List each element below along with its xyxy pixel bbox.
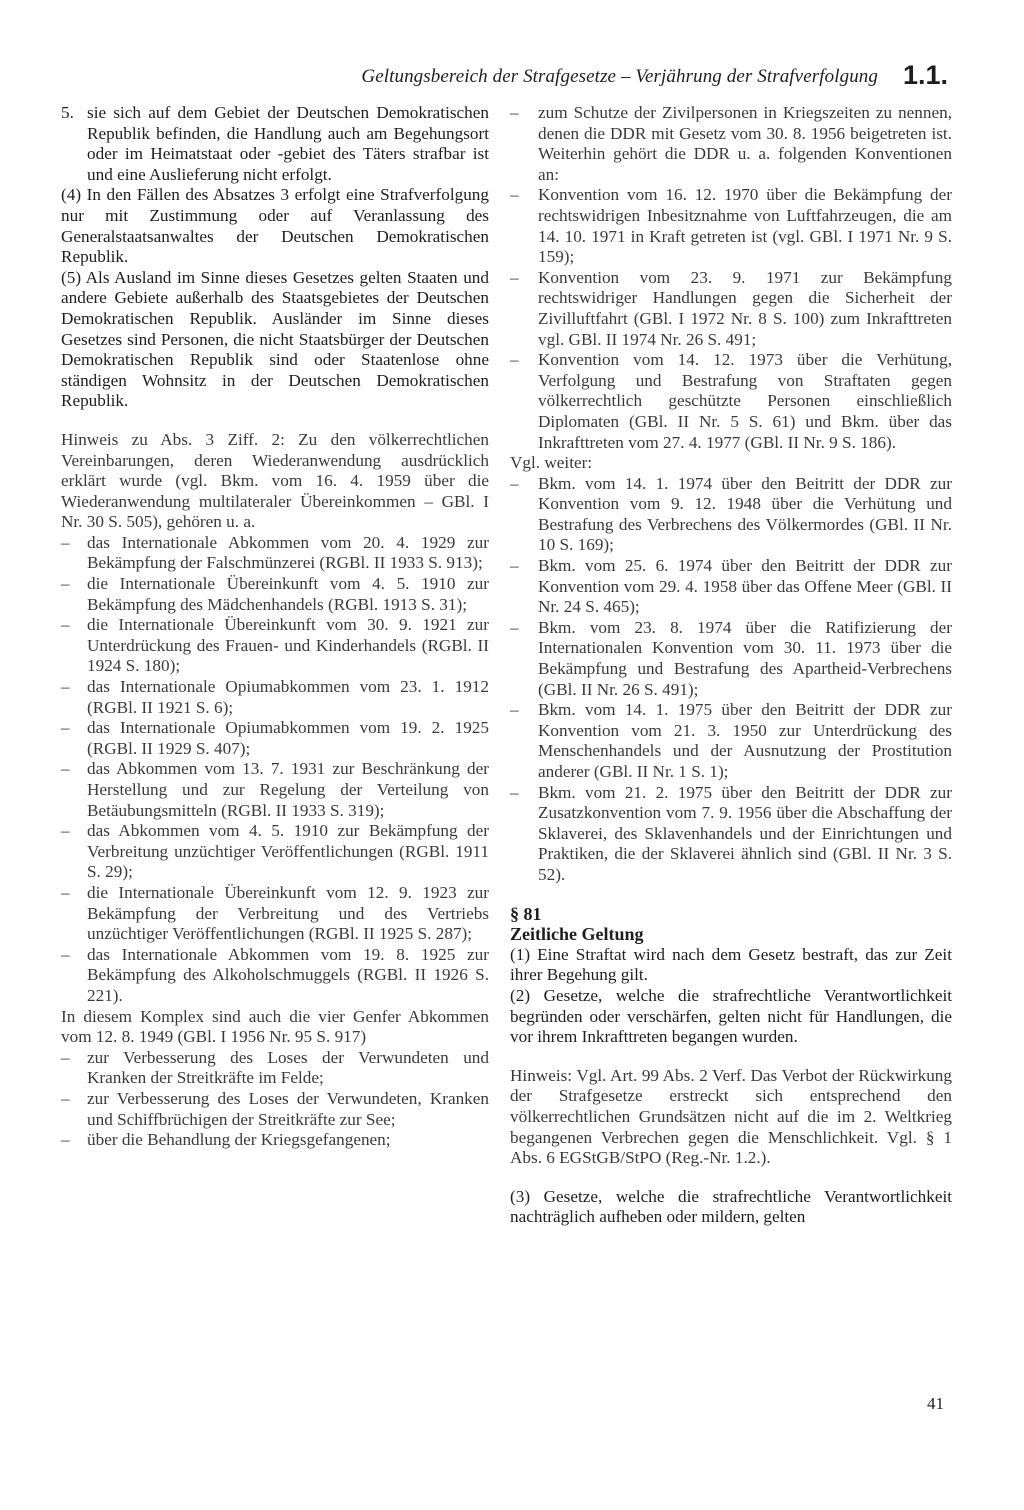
list-item (510, 474, 952, 556)
list-item (510, 618, 952, 700)
page-number: 41 (927, 1394, 944, 1413)
list-item (510, 268, 952, 350)
list-item-text: das Internationale Abkommen vom 19. 8. 1925 zur Bekämpfung des Alkoholschmuggels (RGBl. II 1926 S. 221). (87, 944, 489, 1005)
dash-marker: – (510, 617, 519, 637)
vgl-list (510, 474, 952, 886)
list-item (61, 1048, 489, 1089)
list-item-text: Bkm. vom 23. 8. 1974 über die Ratifizierung der Internationalen Konvention vom 30. 11. 1973 über die Bekämpfung und Bestrafung des Apartheid-Verbrechens (GBl. II Nr. 26 S. 491); (538, 617, 952, 699)
list-item (510, 556, 952, 618)
section-title: Zeitliche Geltung (510, 924, 644, 945)
hinweis-note: Hinweis: Vgl. Art. 99 Abs. 2 Verf. Das Verbot der Rückwirkung der Strafgesetze erstreckt sich entsprechend den völkerrechtlichen Grundsätzen nicht auf die im 2. Weltkrieg begangenen Verbrechen gegen die Menschlichkeit. Vgl. § 1 Abs. 6 EGStGB/StPO (Reg.-Nr. 1.2.). (510, 1065, 952, 1168)
list-item (510, 700, 952, 782)
list-item-text: die Internationale Übereinkunft vom 30. 9. 1921 zur Unterdrückung des Frauen- und Kinderhandels (RGBl. II 1924 S. 180); (87, 615, 489, 676)
list-item-text: über die Behandlung der Kriegsgefangenen; (87, 1130, 391, 1150)
dash-marker: – (61, 532, 70, 552)
header-title: Geltungsbereich der Strafgesetze – Verjährung der Strafverfolgung (361, 66, 878, 87)
list-item (61, 1130, 489, 1151)
section-number: § 81 (510, 903, 542, 924)
paragraph-abs4: (4) In den Fällen des Absatzes 3 erfolgt eine Strafverfolgung nur mit Zustimmung oder auf Veranlassung des Generalstaatsanwaltes der Deutschen Demokratischen Republik. (61, 185, 489, 267)
dash-marker: – (61, 677, 70, 697)
list-item (510, 350, 952, 453)
hinweis-note: Hinweis zu Abs. 3 Ziff. 2: Zu den völkerrechtlichen Vereinbarungen, deren Wiederanwendung ausdrücklich erklärt wurde (vgl. Bkm. vom 16. 4. 1959 über die Wiederanwendung multilateraler Übereinkommen – GBl. I Nr. 30 S. 505), gehören u. a. (61, 429, 489, 532)
dash-marker: – (61, 1047, 70, 1067)
right-column (510, 103, 952, 1228)
item-5 (61, 103, 489, 185)
dash-marker: – (61, 759, 70, 779)
paragraph-abs1: (1) Eine Straftat wird nach dem Gesetz bestraft, das zur Zeit ihrer Begehung gilt. (510, 944, 952, 985)
dash-marker: – (61, 574, 70, 594)
list-item (61, 821, 489, 883)
dash-marker: – (510, 700, 519, 720)
dash-marker: – (510, 473, 519, 493)
left-column (61, 103, 489, 1151)
paragraph-abs3: (3) Gesetze, welche die strafrechtliche Verantwortlichkeit nachträglich aufheben oder mildern, gelten (510, 1186, 952, 1227)
list-item-text: das Abkommen vom 4. 5. 1910 zur Bekämpfung der Verbreitung unzüchtiger Veröffentlichungen (RGBl. 1911 S. 29); (87, 821, 489, 882)
dash-marker: – (510, 350, 519, 370)
list-item-text: Konvention vom 16. 12. 1970 über die Bekämpfung der rechtswidrigen Inbesitznahme von Luftfahrzeugen, die am 14. 10. 1971 in Kraft getreten ist (vgl. GBl. I 1971 Nr. 9 S. 159); (538, 185, 952, 267)
dash-marker: – (510, 782, 519, 802)
list-item (61, 718, 489, 759)
item-marker: 5. (61, 103, 74, 122)
list-item-text: Bkm. vom 25. 6. 1974 über den Beitritt der DDR zur Konvention vom 29. 4. 1958 über das Offene Meer (GBl. II Nr. 24 S. 465); (538, 556, 952, 617)
list-item-text: die Internationale Übereinkunft vom 12. 9. 1923 zur Bekämpfung der Verbreitung und des Vertriebs unzüchtiger Veröffentlichungen (RGBl. II 1925 S. 287); (87, 882, 489, 944)
list-item (61, 883, 489, 945)
list-item-text: Konvention vom 23. 9. 1971 zur Bekämpfung rechtswidriger Handlungen gegen die Sicherheit der Zivilluftfahrt (GBl. I 1972 Nr. 8 S. 100) zum Inkrafttreten vgl. GBl. II 1974 Nr. 26 S. 491; (538, 267, 952, 349)
list-item (61, 574, 489, 615)
paragraph-abs2: (2) Gesetze, welche die strafrechtliche Verantwortlichkeit begründen oder verschärfen, gelten nicht für Handlungen, die vor ihrem Inkrafttreten begangen wurden. (510, 985, 952, 1047)
list-item-text: das Internationale Opiumabkommen vom 23. 1. 1912 (RGBl. II 1921 S. 6); (87, 677, 489, 717)
list-item (61, 615, 489, 677)
list-item (61, 759, 489, 821)
dash-marker: – (61, 821, 70, 841)
genf-list (61, 1048, 489, 1151)
list-item-text: Konvention vom 14. 12. 1973 über die Verhütung, Verfolgung und Bestrafung von Straftaten gegen völkerrechtlich geschützte Personen einschließlich Diplomaten (GBl. II Nr. 5 S. 61) und Bkm. über das Inkrafttreten vom 27. 4. 1977 (GBl. II Nr. 9 S. 186). (538, 350, 952, 452)
list-item-text: das Internationale Abkommen vom 20. 4. 1929 zur Bekämpfung der Falschmünzerei (RGBl. II 1933 S. 913); (87, 532, 489, 573)
list-item (510, 783, 952, 886)
dash-marker: – (61, 615, 70, 635)
vgl-label: Vgl. weiter: (510, 453, 593, 473)
genf-intro: In diesem Komplex sind auch die vier Genfer Abkommen vom 12. 8. 1949 (GBl. I 1956 Nr. 95 S. 917) (61, 1006, 489, 1047)
list-item-text: zur Verbesserung des Loses der Verwundeten, Kranken und Schiffbrüchigen der Streitkräfte zur See; (87, 1088, 489, 1129)
dash-marker: – (61, 1130, 70, 1150)
list-item (510, 185, 952, 267)
dash-marker: – (510, 267, 519, 287)
chapter-number: 1.1. (902, 60, 948, 90)
list-item (61, 533, 489, 574)
list-item-text: zum Schutze der Zivilpersonen in Kriegszeiten zu nennen, denen die DDR mit Gesetz vom 30. 8. 1956 beigetreten ist. Weiterhin gehört die DDR u. a. folgenden Konventionen an: (538, 103, 952, 184)
treaty-list (61, 533, 489, 1007)
list-item-continued (510, 103, 952, 185)
list-item (61, 677, 489, 718)
paragraph-abs5: (5) Als Ausland im Sinne dieses Gesetzes gelten Staaten und andere Gebiete außerhalb des Staatsgebietes der Deutschen Demokratischen Republik. Ausländer im Sinne dieses Gesetzes sind Personen, die nicht Staatsbürger der Deutschen Demokratischen Republik sind oder Staatenlose ohne ständigen Wohnsitz in der Deutschen Demokratischen Republik. (61, 267, 489, 411)
dash-marker: – (510, 103, 519, 122)
list-item (61, 945, 489, 1007)
dash-marker: – (61, 944, 70, 964)
dash-marker: – (510, 185, 519, 205)
list-item-text: Bkm. vom 21. 2. 1975 über den Beitritt der DDR zur Zusatzkonvention vom 7. 9. 1956 über die Abschaffung der Sklaverei, des Sklavenhandels und der Einrichtungen und Praktiken, die der Sklaverei ähnlich sind (GBl. II Nr. 3 S. 52). (538, 782, 952, 884)
list-item-text: Bkm. vom 14. 1. 1974 über den Beitritt der DDR zur Konvention vom 9. 12. 1948 über die Verhütung und Bestrafung des Verbrechens des Völkermordes (GBl. II Nr. 10 S. 169); (538, 473, 952, 555)
dash-marker: – (61, 718, 70, 738)
list-item (61, 1089, 489, 1130)
dash-marker: – (510, 556, 519, 576)
list-item-text: das Internationale Opiumabkommen vom 19. 2. 1925 (RGBl. II 1929 S. 407); (87, 718, 489, 758)
item-text: sie sich auf dem Gebiet der Deutschen Demokratischen Republik befinden, die Handlung auch am Begehungsort oder im Heimatstaat oder -gebiet des Täters strafbar ist und eine Auslieferung nicht erfolgt. (87, 103, 489, 184)
list-item-text: zur Verbesserung des Loses der Verwundeten und Kranken der Streitkräfte im Felde; (87, 1047, 489, 1088)
convention-list (510, 185, 952, 453)
running-header (330, 60, 960, 94)
list-item-text: die Internationale Übereinkunft vom 4. 5. 1910 zur Bekämpfung des Mädchenhandels (RGBl. 1913 S. 31); (87, 574, 489, 614)
dash-marker: – (61, 882, 70, 902)
list-item-text: Bkm. vom 14. 1. 1975 über den Beitritt der DDR zur Konvention vom 21. 3. 1950 zur Unterdrückung des Menschenhandels und der Ausnutzung der Prostitution anderer (GBl. II Nr. 1 S. 1); (538, 700, 952, 781)
list-item-text: das Abkommen vom 13. 7. 1931 zur Beschränkung der Herstellung und zur Regelung der Verteilung von Betäubungsmitteln (RGBl. II 1933 S. 319); (87, 759, 489, 820)
dash-marker: – (61, 1088, 70, 1108)
